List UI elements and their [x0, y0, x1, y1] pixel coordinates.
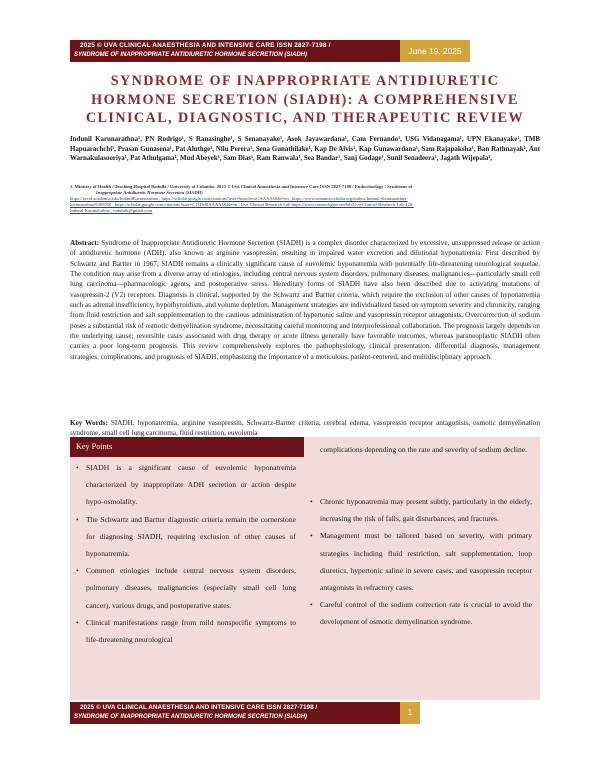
- journal-header: [70, 40, 400, 62]
- paper-title: SYNDROME OF INAPPROPRIATE ANTIDIURETIC HORMONE SECRETION (SIADH): A COMPREHENSIVE CLINICAL, DIAGNOSTIC, AND THERAPEUTIC REVIEW: [85, 73, 525, 126]
- abstract-label: Abstract:: [70, 239, 100, 247]
- key-point-item: • Careful control of the sodium correction rate is crucial to avoid the development of osmotic demyelination syndrome.: [306, 596, 538, 630]
- affiliation-block: [70, 184, 540, 214]
- journal-footer: [70, 702, 400, 724]
- affiliation-line: Inappropriate Antidiuretic Hormone Secretion (SIADH): [96, 190, 203, 195]
- key-point-item: • SIADH is a significant cause of euvolemic hyponatremia characterized by inappropriate ADH secretion or action despite hypo-osmolality.: [72, 459, 302, 511]
- key-points-list-left: [72, 459, 302, 648]
- affiliation-link[interactable]: https://orcid.academia.edu/IndunilKarunarathna , https://scholar.google.com/citations?user=kmwIwwCAAAAJ&hl=en , https://www.semanticscholar.org/author/Indunil-Karunarathna-: [70, 196, 408, 201]
- abstract-text: Syndrome of Inappropriate Antidiuretic Hormone Secretion (SIADH) is a complex disorder characterized by excessive, unsuppressed release or action of antidiuretic hormone (ADH), also known as arginine vasopressin, resulting in impaired water excretion and dilutional hyponatremia. First described by Schwartz and Bartter in 1967, SIADH remains a clinically significant cause of euvolemic hyponatremia with potentially life-threatening neurological sequelae. The condition may arise from a diverse array of etiologies, including central nervous system disorders, pulmonary diseases, malignancies—particularly small cell lung carcinoma—pharmacologic agents, and postoperative stress. Hereditary forms of SIADH have also been described due to activating mutations of vasopressin-2 (V2) receptors. Diagnosis is clinical, supported by the Schwartz and Bartter criteria, which require the exclusion of other causes of hyponatremia such as adrenal insufficiency, hypothyroidism, and volume depletion. Management strategies are individualized based on symptom severity and chronicity, ranging from fluid restriction and salt supplementation to the cautious administration of hypertonic saline and vasopressin receptor antagonists. Overcorrection of sodium poses a substantial risk of osmotic demyelination syndrome, necessitating careful monitoring and interprofessional collaboration. The prognosis largely depends on the underlying cause; reversible cases associated with drug therapy or acute illness generally have favorable outcomes, whereas paraneoplastic SIADH often carries a poor long-term prognosis. This review comprehensively explores the pathophysiology, clinical presentation, differential diagnosis, management strategies, complications, and prognosis of SIADH, emphasizing the importance of a meticulous, patient-centered, and multidisciplinary approach.: [70, 239, 541, 361]
- footer-journal-line: 2025 © UVA CLINICAL ANAESTHESIA AND INTENSIVE CARE ISSN 2827-7198 /: [80, 704, 318, 711]
- key-point-item: • Clinical manifestations range from mild nonspecific symptoms to life-threatening neurological: [72, 614, 302, 648]
- affiliation-link[interactable]: karunarathna/6305050 , https://scholar.google.com/citations?user=CJ3Drf8AAAAJ&hl=en , Uva Clinical Research Lab https://www.researchgate.net/lab/Uva-Clinical-Research-Lab-420-: [70, 202, 414, 207]
- abstract: [70, 238, 540, 362]
- keywords: [70, 418, 540, 439]
- footer-topic-line: SYNDROME OF INAPPROPRIATE ANTIDIURETIC HORMONE SECRETION (SIADH): [74, 714, 308, 720]
- key-points-list-right: [306, 493, 538, 631]
- keywords-label: Key Words:: [70, 419, 108, 427]
- page-number: 1: [400, 702, 420, 724]
- key-point-item: • Common etiologies include central nervous system disorders, pulmonary diseases, malignancies (especially small cell lung cancer), various drugs, and postoperative states.: [72, 562, 302, 614]
- keywords-text: SIADH, hyponatremia, arginine vasopressin, Schwartz-Bartter criteria, cerebral edema, vasopressin receptor antagonists, osmotic demyelination syndrome, small cell lung carcinoma, fluid restriction, euvolemia: [70, 419, 540, 438]
- header-topic-line: SYNDROME OF INAPPROPRIATE ANTIDIURETIC HORMONE SECRETION (SIADH): [74, 52, 308, 58]
- key-point-item: • The Schwartz and Bartter diagnostic criteria remain the cornerstone for diagnosing SIADH, requiring exclusion of other causes of hyponatremia.: [72, 511, 302, 563]
- key-points-heading: Key Points: [70, 437, 304, 457]
- key-point-continuation: complications depending on the rate and severity of sodium decline.: [320, 445, 528, 454]
- key-point-item: • Chronic hyponatremia may present subtly, particularly in the elderly, increasing the risk of falls, gait disturbances, and fractures.: [306, 493, 538, 527]
- affiliation-link[interactable]: Indunil-Karunarathna , indunilk@gmail.com: [70, 208, 153, 213]
- author-list: Indunil Karunarathna¹, PN Rodrigo¹, S Ranasinghe¹, S Senanayake¹, Asok Jayawardana¹, Cam Fernando¹, USG Vidanagama¹, UPN Ekanayake¹, TMB Hapuarachchi¹, Prasan Gunasena¹, Pat Aluthge¹, Nilu Perera¹, Sena Gunathilake¹, Kap De Alvis¹, Kap Gunawardana¹, Sam Rajapaksha¹, Ban Rathnayak¹, Ant Warnakulasooriya¹, Pat Athulgama¹, Mud Abeyek¹, Sam Dias¹, Ram Ranwala¹, Sea Bandar¹, Sanj Godage¹, Sunil Senadeera¹, Jagath Wijepala¹,: [70, 136, 540, 163]
- header-journal-line: 2025 © UVA CLINICAL ANAESTHESIA AND INTENSIVE CARE ISSN 2827-7198 /: [80, 42, 331, 49]
- key-point-item: • Management must be tailored based on severity, with primary strategies including fluid restriction, salt supplementation, loop diuretics, hypertonic saline in severe cases, and vasopressin receptor antagonists in refractory cases.: [306, 527, 538, 596]
- affiliation-line: 1. Ministry of Health / Teaching Hospital Badulla / University of Colombo. 2025 © Uva Clinical Anaesthesia and Intensive Care ISSN 2827-7198 / Endocrinology / Syndrome of: [70, 184, 413, 189]
- publication-date: June 19, 2025: [400, 40, 470, 62]
